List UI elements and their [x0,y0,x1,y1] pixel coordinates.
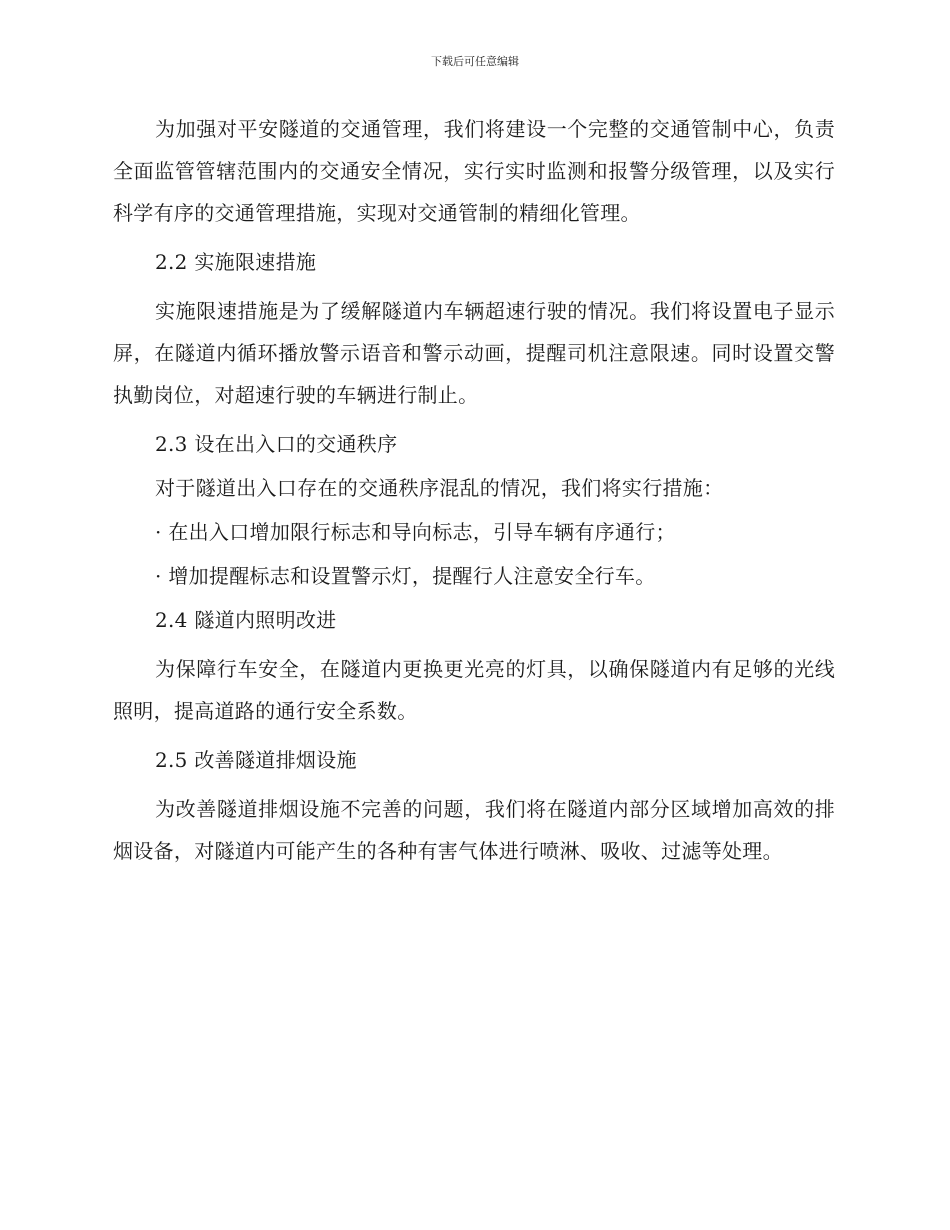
section-heading-2-2: 2.2 实施限速措施 [155,250,317,274]
paragraph-smoke-exhaust: 为改善隧道排烟设施不完善的问题，我们将在隧道内部分区域增加高效的排烟设备，对隧道内可能产生的各种有害气体进行喷淋、吸收、过滤等处理。 [113,797,835,863]
paragraph-entrance-order-intro: 对于隧道出入口存在的交通秩序混乱的情况，我们将实行措施： [155,476,724,500]
section-heading-2-4: 2.4 隧道内照明改进 [155,608,337,632]
document-body [113,108,835,872]
paragraph-speed-limit: 实施限速措施是为了缓解隧道内车辆超速行驶的情况。我们将设置电子显示屏，在隧道内循环播放警示语音和警示动画，提醒司机注意限速。同时设置交警执勤岗位，对超速行驶的车辆进行制止。 [113,299,835,407]
paragraph-lighting: 为保障行车安全，在隧道内更换更光亮的灯具，以确保隧道内有足够的光线照明，提高道路的通行安全系数。 [113,657,835,723]
paragraph-traffic-control-center: 为加强对平安隧道的交通管理，我们将建设一个完整的交通管制中心，负责全面监管管辖范围内的交通安全情况，实行实时监测和报警分级管理，以及实行科学有序的交通管理措施，实现对交通管制的精细化管理。 [113,117,835,225]
bullet-item-warning-lights: · 增加提醒标志和设置警示灯，提醒行人注意安全行车。 [155,564,656,588]
section-heading-2-3: 2.3 设在出入口的交通秩序 [155,432,398,456]
section-heading-2-5: 2.5 改善隧道排烟设施 [155,748,357,772]
bullet-item-signs: · 在出入口增加限行标志和导向标志，引导车辆有序通行； [155,520,676,544]
page-header: 下载后可任意编辑 [431,55,519,68]
